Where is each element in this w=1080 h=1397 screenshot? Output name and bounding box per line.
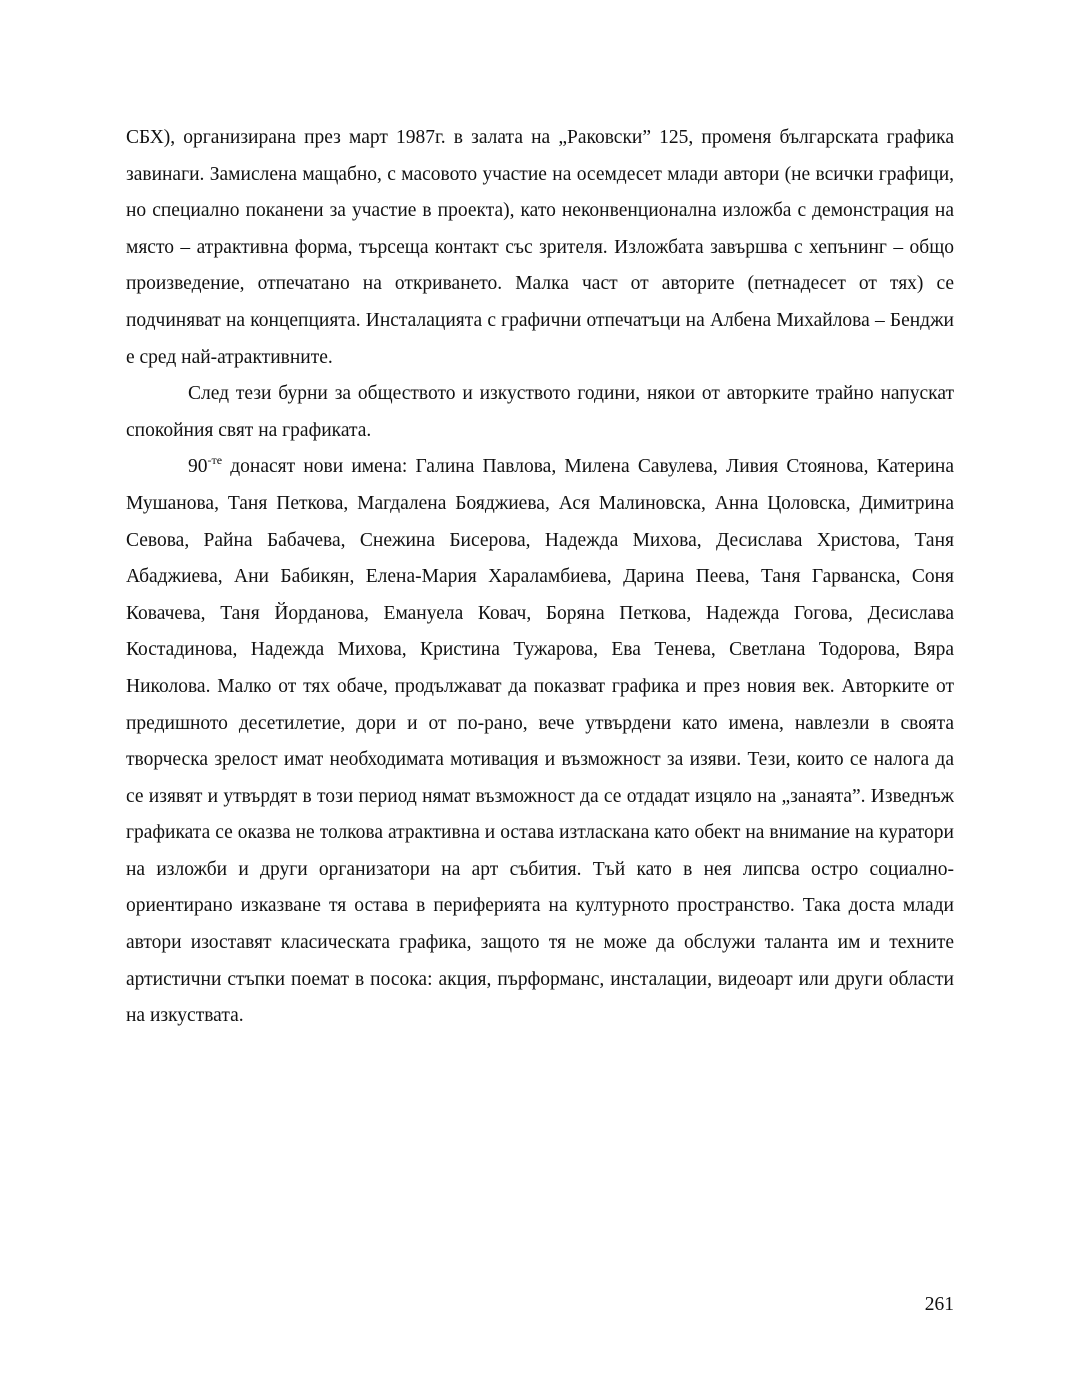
- nineties-number: 90: [188, 456, 208, 478]
- nineties-suffix: -те: [207, 453, 223, 468]
- paragraph-sbh-exhibition: СБХ), организирана през март 1987г. в залата на „Раковски” 125, променя българската графика завинаги. Замислена мащабно, с масовото участие на осемдесет млади автори (не всички графици, но специално поканени за участие в проекта), като неконвенционална изложба с демонстрация на място – атрактивна форма, търсеща контакт със зрителя. Изложбата завършва с хепънинг – общо произведение, отпечатано на откриването. Малка част от авторите (петнадесет от тях) се подчиняват на концепцията. Инсталацията с графични отпечатъци на Албена Михайлова – Бенджи е сред най-атрактивните.: [126, 127, 954, 368]
- nineties-text: донасят нови имена: Галина Павлова, Милена Савулева, Ливия Стоянова, Катерина Мушанова, Таня Петкова, Магдалена Бояджиева, Ася Малиновска, Анна Цоловска, Димитрина Севова, Райна Бабачева, Снежина Бисерова, Надежда Михова, Десислава Христова, Таня Абаджиева, Ани Бабикян, Елена-Мария Хараламбиева, Дарина Пеева, Таня Гарванска, Соня Ковачева, Таня Йорданова, Емануела Ковач, Боряна Петкова, Надежда Гогова, Десислава Костадинова, Надежда Михова, Кристина Тужарова, Ева Тенева, Светлана Тодорова, Вяра Николова. Малко от тях обаче, продължават да показват графика и през новия век. Авторките от предишното десетилетие, дори и от по-рано, вече утвърдени като имена, навлезли в своята творческа зрелост имат необходимата мотивация и възможност за изяви. Тези, които се налога да се изявят и утвърдят в този период нямат възможност да се отдадат изцяло на „занаята”. Изведнъж графиката се оказва не толкова атрактивна и остава изтласкана като обект на внимание на куратори на изложби и други организатори на арт събития. Тъй като в нея липсва остро социално-ориентирано изказване тя остава в периферията на културното пространство. Така доста млади автори изоставят класическата графика, защото тя не може да обслужи таланта им и техните артистични стъпки поемат в посока: акция, пърформанс, инсталации, видеоарт или други области на изкуствата.: [126, 456, 954, 1027]
- body-text: [126, 120, 954, 1035]
- page-number: 261: [924, 1294, 954, 1315]
- paragraph-nineties-names: [126, 449, 954, 1035]
- paragraph-turbulent-years: След тези бурни за обществото и изкуството години, някои от авторките трайно напускат спокойния свят на графиката.: [126, 383, 954, 441]
